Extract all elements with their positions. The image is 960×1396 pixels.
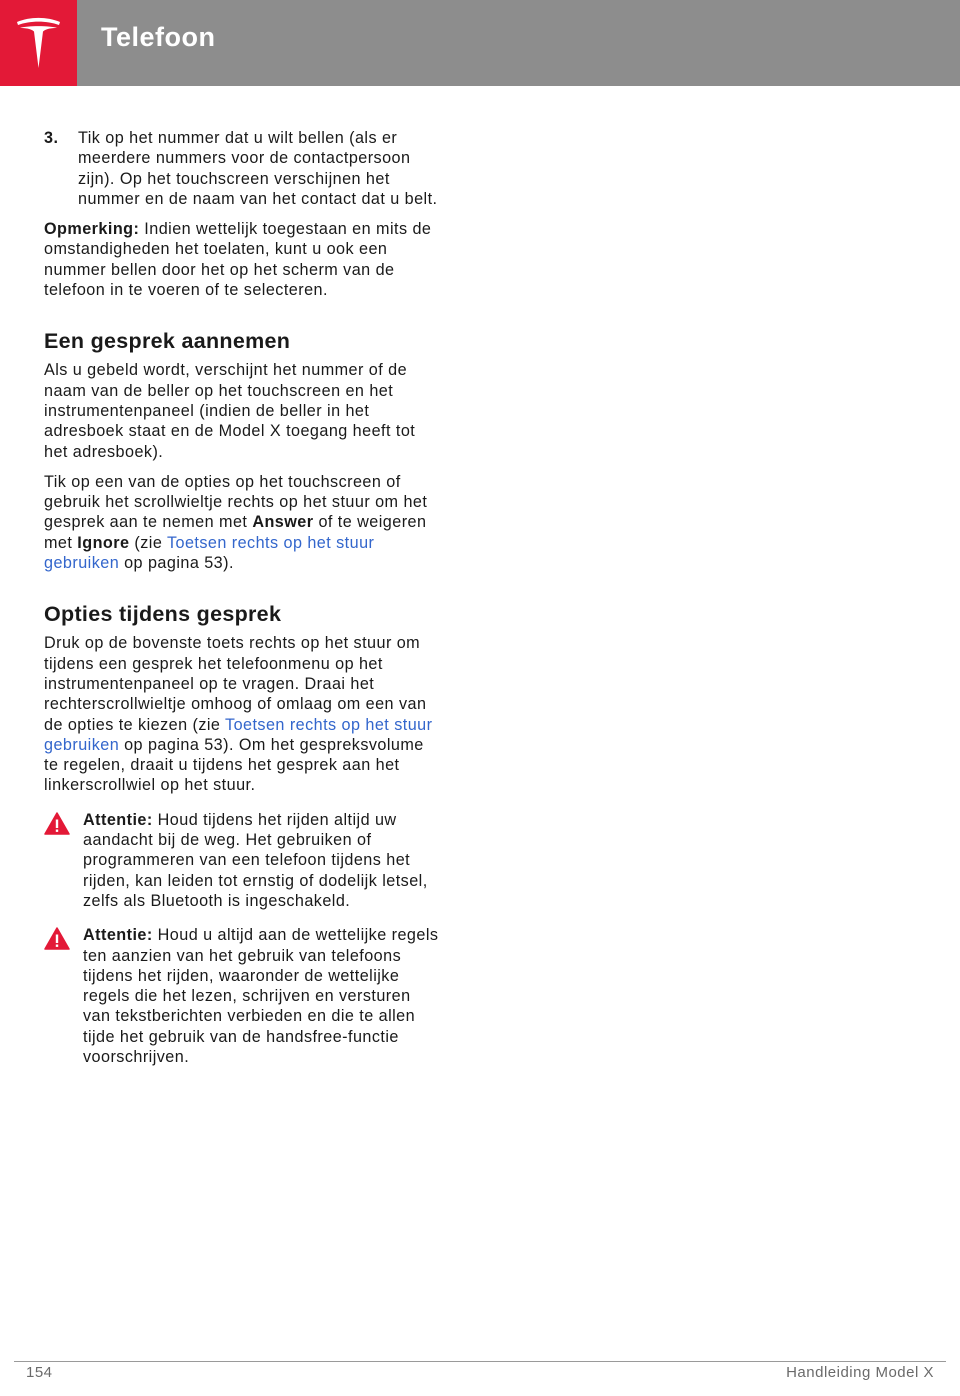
note-text: Indien wettelijk toegestaan en mits de omstandigheden het toelaten, kunt u ook een nummer bellen door het op het scherm van de telefoon in te voeren of te selecteren. <box>44 220 432 300</box>
answer-keyword: Answer <box>252 513 314 532</box>
step-text: Tik op het nummer dat u wilt bellen (als er meerdere nummers voor de contactpersoon zijn). Op het touchscreen verschijnen het nummer en de naam van het contact dat u belt. <box>78 129 438 208</box>
heading-answer-call: Een gesprek aannemen <box>44 329 291 354</box>
answer-text-c: (zie <box>129 533 167 552</box>
options-paragraph <box>44 633 440 795</box>
tesla-logo <box>0 0 77 86</box>
answer-paragraph-2 <box>44 472 440 573</box>
note-paragraph <box>44 219 440 300</box>
note-label: Opmerking: <box>44 220 140 239</box>
footer-divider <box>14 1361 946 1362</box>
page-title: Telefoon <box>101 22 216 52</box>
page-header <box>0 0 960 86</box>
warning-body: Houd u altijd aan de wettelijke regels ten aanzien van het gebruik van telefoons tijdens het rijden, waaronder de wettelijke regels die het lezen, schrijven en versturen van tekstberichten verbieden en die te allen tijde het gebruik van de handsfree-functie voorschrijven. <box>83 926 439 1066</box>
warning-label: Attentie: <box>83 810 153 829</box>
warning-body: Houd tijdens het rijden altijd uw aandacht bij de weg. Het gebruiken of programmeren van een telefoon tijdens het rijden, kan leiden tot ernstig of dodelijk letsel, zelfs als Bluetooth is ingeschakeld. <box>83 810 428 910</box>
page-number: 154 <box>26 1364 53 1381</box>
tesla-logo-icon <box>14 16 63 70</box>
warning-block <box>44 810 440 911</box>
warning-triangle-icon <box>44 927 70 950</box>
warning-text <box>83 810 440 911</box>
warning-block <box>44 925 440 1067</box>
options-text-a: Druk op de bovenste toets rechts op het stuur om tijdens een gesprek het telefoonmenu op het instrumentenpaneel op te vragen. Draai het rechterscrollwieltje omhoog of omlaag om een van de opties te kiezen (zie <box>44 634 427 734</box>
answer-text-b: of te weigeren met <box>44 513 427 552</box>
step-item <box>44 128 440 209</box>
answer-text-a: Tik op een van de opties op het touchscreen of gebruik het scrollwieltje rechts op het stuur om het gesprek aan te nemen met <box>44 472 428 532</box>
warning-label: Attentie: <box>83 926 153 945</box>
ignore-keyword: Ignore <box>77 533 130 552</box>
answer-paragraph-1: Als u gebeld wordt, verschijnt het nummer of de naam van de beller op het touchscreen en het instrumentenpaneel (indien de beller in het adresboek staat en de Model X toegang heeft tot het adresboek). <box>44 361 416 461</box>
warning-text <box>83 925 440 1067</box>
steering-buttons-link[interactable]: Toetsen rechts op het stuur gebruiken <box>44 533 375 573</box>
step-number: 3. <box>44 129 59 147</box>
heading-call-options: Opties tijdens gesprek <box>44 602 282 627</box>
answer-text-d: op pagina 53). <box>119 554 234 573</box>
steering-buttons-link-2[interactable]: Toetsen rechts op het stuur gebruiken <box>44 715 433 754</box>
options-text-b: op pagina 53). Om het gespreksvolume te regelen, draait u tijdens het gesprek aan het linkerscrollwiel op het stuur. <box>44 735 424 795</box>
manual-name: Handleiding Model X <box>786 1364 934 1381</box>
main-content <box>44 128 440 1077</box>
warning-triangle-icon <box>44 812 70 835</box>
